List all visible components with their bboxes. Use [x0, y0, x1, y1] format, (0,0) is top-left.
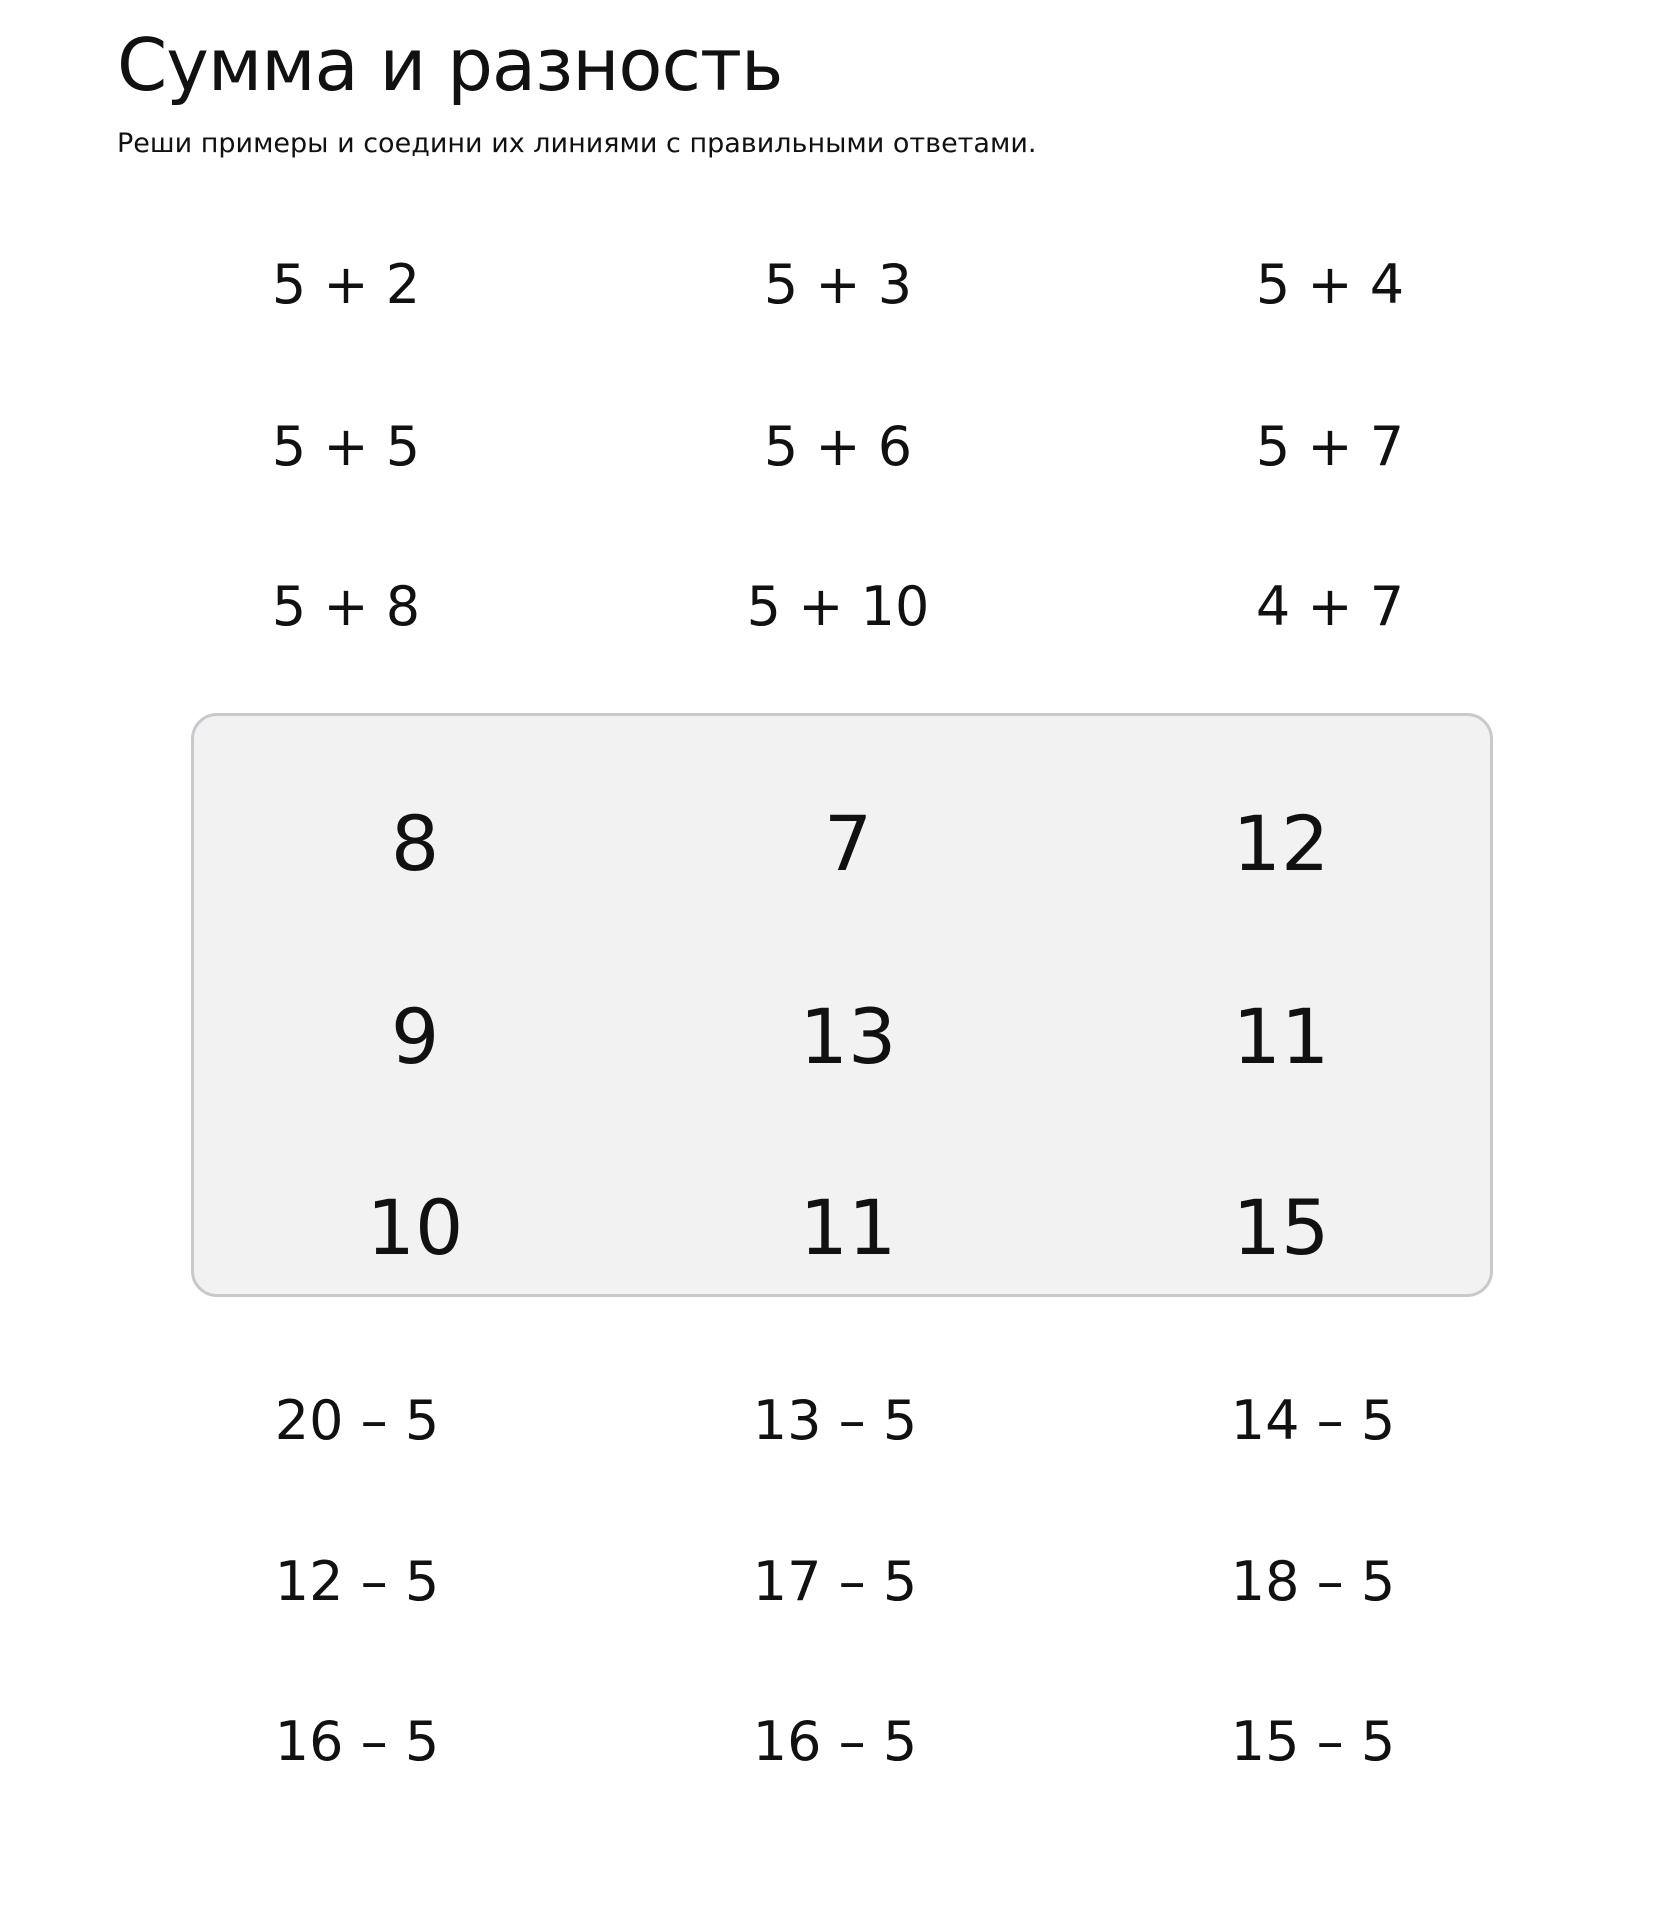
difference-expression: 12 – 5	[274, 1550, 440, 1613]
difference-expression: 16 – 5	[274, 1710, 440, 1773]
sum-expression: 4 + 7	[1255, 575, 1405, 638]
answer-number: 12	[1232, 799, 1330, 888]
sum-expression: 5 + 10	[746, 575, 930, 638]
difference-expression: 15 – 5	[1230, 1710, 1396, 1773]
sum-expression: 5 + 7	[1255, 415, 1405, 478]
answer-number: 9	[390, 992, 440, 1081]
difference-expression: 17 – 5	[752, 1550, 918, 1613]
sum-expression: 5 + 4	[1255, 253, 1405, 316]
answers-box	[191, 713, 1493, 1297]
answer-number: 15	[1232, 1183, 1330, 1272]
sum-expression: 5 + 5	[271, 415, 421, 478]
sum-expression: 5 + 6	[763, 415, 913, 478]
difference-expression: 16 – 5	[752, 1710, 918, 1773]
answer-number: 13	[799, 992, 897, 1081]
sum-expression: 5 + 8	[271, 575, 421, 638]
answer-number: 10	[366, 1183, 464, 1272]
page-title: Сумма и разность	[117, 23, 783, 107]
instruction-text: Реши примеры и соедини их линиями с правильными ответами.	[117, 128, 1037, 159]
difference-expression: 13 – 5	[752, 1389, 918, 1452]
sum-expression: 5 + 2	[271, 253, 421, 316]
difference-expression: 14 – 5	[1230, 1389, 1396, 1452]
answer-number: 8	[390, 799, 440, 888]
answer-number: 11	[1232, 992, 1330, 1081]
answer-number: 7	[823, 799, 873, 888]
difference-expression: 20 – 5	[274, 1389, 440, 1452]
answer-number: 11	[799, 1183, 897, 1272]
sum-expression: 5 + 3	[763, 253, 913, 316]
difference-expression: 18 – 5	[1230, 1550, 1396, 1613]
